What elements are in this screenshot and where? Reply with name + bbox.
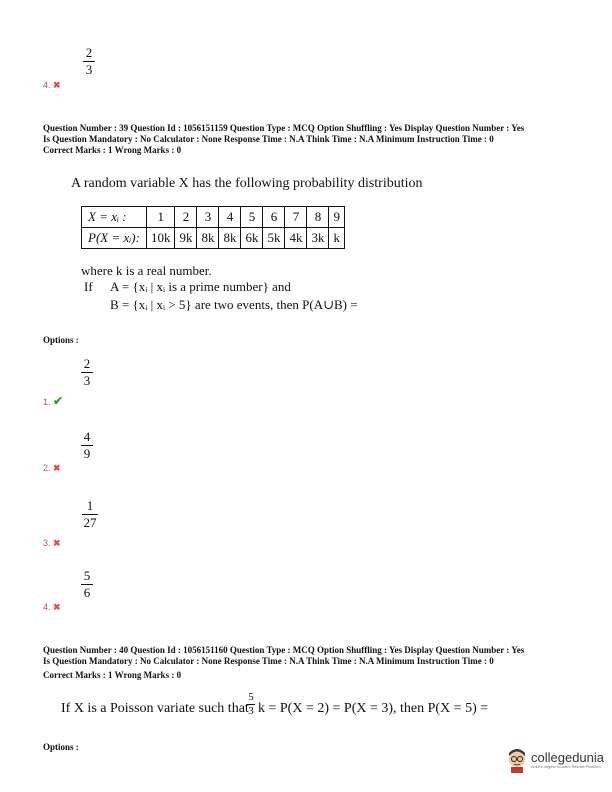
denominator: 3 [85,62,93,77]
x-cell: 8 [307,207,329,228]
p-cell: 10k [146,228,175,249]
option-1-label[interactable]: 1. ✔ [43,394,64,408]
cross-icon: ✖ [53,602,61,612]
p-cell: 3k [307,228,329,249]
q39-line2: A = {xᵢ | xᵢ is a prime number} and [110,279,291,294]
probability-table [81,206,345,249]
q39-line2-if: If [84,279,93,294]
option-3-fraction [82,499,98,530]
denominator: 6 [83,585,91,600]
x-cell: 7 [285,207,307,228]
q39-header-line2: Is Question Mandatory : No Calculator : None Response Time : N.A Think Time : N.A Minimum Instruction Time : 0 [43,134,494,144]
cross-icon: ✖ [53,463,61,473]
q39-marks: Correct Marks : 1 Wrong Marks : 0 [43,145,182,155]
q40-stem-end: k = P(X = 2) = P(X = 3), then P(X = 5) = [258,701,489,716]
q40-stem-fraction [247,692,255,717]
x-cell: 5 [241,207,263,228]
x-cell: 1 [146,207,175,228]
p-cell: 9k [175,228,197,249]
p-cell: 6k [241,228,263,249]
p-cell: 8k [197,228,219,249]
p-cell: k [329,228,345,249]
x-cell: 4 [219,207,241,228]
logo-tagline: India's largest Student Review Platform [531,764,601,769]
denominator: 3 [248,705,254,717]
q39-options-label: Options : [43,335,79,345]
denominator: 3 [83,373,91,388]
prev-option-4-fraction [83,46,95,77]
q40-stem-start: If X is a Poisson variate such that [61,701,249,716]
x-cell: 9 [329,207,345,228]
q40-options-label: Options : [43,742,79,752]
q40-header [43,645,524,681]
collegedunia-logo [506,747,604,773]
cross-icon: ✖ [53,80,61,90]
q39-stem: A random variable X has the following probability distribution [71,176,423,191]
option-3-label[interactable]: 3. ✖ [43,538,61,548]
p-cell: 4k [285,228,307,249]
q39-header-line1: Question Number : 39 Question Id : 1056151159 Question Type : MCQ Option Shuffling : Yes Display Question Number : Yes [43,123,525,133]
p-cell: 5k [263,228,285,249]
prev-option-4-label: 4. ✖ [43,80,61,90]
denominator: 27 [83,515,97,530]
option-1-fraction [81,357,93,388]
x-cell: 2 [175,207,197,228]
q40-header-line1: Question Number : 40 Question Id : 1056151160 Question Type : MCQ Option Shuffling : Yes Display Question Number : Yes [43,645,525,655]
row-label-x: X = xᵢ : [82,207,147,228]
numerator: 4 [83,429,91,444]
numerator: 5 [248,691,254,703]
option-4-label[interactable]: 4. ✖ [43,602,61,612]
option-4-fraction [81,569,93,600]
numerator: 2 [83,356,91,371]
option-2-label[interactable]: 2. ✖ [43,463,61,473]
numerator: 2 [85,45,93,60]
option-2-fraction [81,430,93,461]
q39-line3: B = {xᵢ | xᵢ > 5} are two events, then P(A∪B) = [110,297,358,312]
logo-name: collegedunia [531,750,605,765]
denominator: 9 [83,446,91,461]
q39-header [43,123,524,156]
cross-icon: ✖ [53,538,61,548]
numerator: 5 [83,568,91,583]
x-cell: 3 [197,207,219,228]
checkmark-icon: ✔ [53,394,64,408]
mascot-icon [506,747,528,773]
x-cell: 6 [263,207,285,228]
q39-line1: where k is a real number. [81,263,212,278]
table-row-x [82,207,345,228]
table-row-p [82,228,345,249]
q40-marks: Correct Marks : 1 Wrong Marks : 0 [43,670,182,680]
numerator: 1 [86,498,94,513]
p-cell: 8k [219,228,241,249]
q40-header-line2: Is Question Mandatory : No Calculator : None Response Time : N.A Think Time : N.A Minimum Instruction Time : 0 [43,656,494,666]
row-label-p: P(X = xᵢ): [82,228,147,249]
